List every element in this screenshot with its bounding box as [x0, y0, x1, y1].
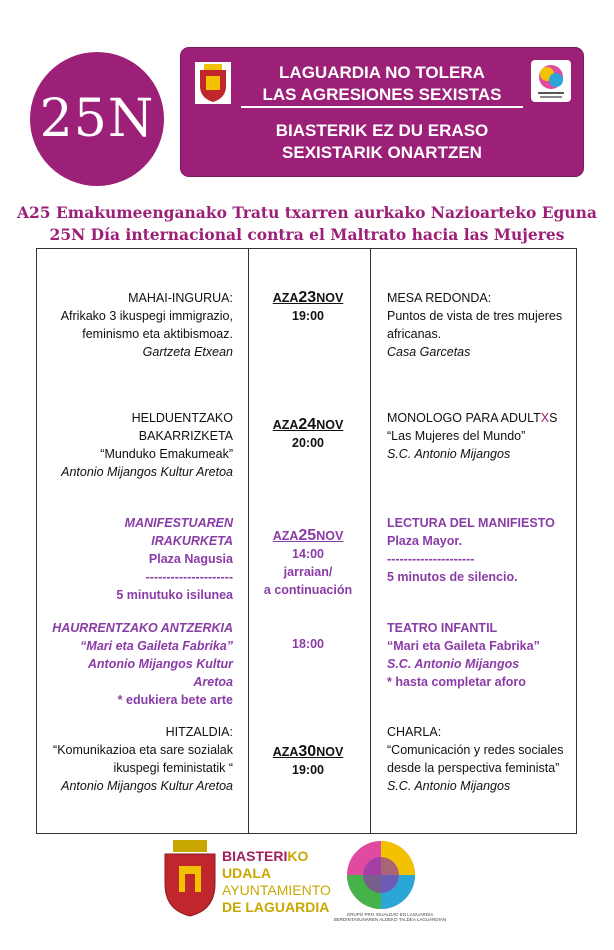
badge-text: 25N — [39, 89, 155, 149]
event-1-spanish: MESA REDONDA: Puntos de vista de tres mujeres africanas. Casa Garcetas — [387, 291, 563, 359]
event-4-spanish: TEATRO INFANTIL “Mari eta Gaileta Fabrika” S.C. Antonio Mijangos * hasta completar aforo — [387, 621, 540, 689]
banner-divider — [241, 106, 523, 108]
event-4-time: 18:00 — [292, 637, 324, 651]
event-5-spanish: CHARLA: “Comunicación y redes sociales desde la perspectiva feminista” S.C. Antonio Mijangos — [387, 725, 564, 793]
event-3-date: AZA25NOV 14:00 jarraian/ a continuación — [263, 527, 353, 597]
banner-line-1: LAGUARDIA NO TOLERA — [279, 63, 485, 82]
banner-line-4: SEXISTARIK ONARTZEN — [282, 143, 482, 162]
logo-caption: GRUPO PRO IGUALDAD EN LAGUARDIA BERDINTASUNAREN ALDEKO TALDEA LAGUARDIAN — [333, 912, 447, 922]
event-3-spanish: LECTURA DEL MANIFIESTO Plaza Mayor. --------------------- 5 minutos de silencio. — [387, 516, 555, 584]
event-3-basque: MANIFESTUAREN IRAKURKETA Plaza Nagusia --------------------- 5 minutuko isilunea — [116, 516, 233, 602]
laguardia-coat-of-arms-icon — [163, 840, 217, 918]
event-2-spanish: MONOLOGO PARA ADULTXS “Las Mujeres del Mundo” S.C. Antonio Mijangos — [387, 411, 558, 461]
heading-basque: A25 Emakumeenganako Tratu txarren aurkako Nazioarteko Eguna — [17, 203, 597, 222]
event-1-basque: MAHAI-INGURUA: Afrikako 3 ikuspegi immigrazio, feminismo eta aktibismoaz. Gartzeta Etxean — [60, 291, 233, 359]
event-2-date: AZA24NOV 20:00 — [272, 416, 344, 450]
banner-line-3: BIASTERIK EZ DU ERASO — [275, 121, 489, 140]
event-5-date: AZA30NOV 19:00 — [272, 743, 344, 777]
town-hall-name: BIASTERIKO UDALA AYUNTAMIENTO DE LAGUARDIA — [222, 848, 331, 915]
heading-spanish: 25N Día internacional contra el Maltrato hacia las Mujeres — [49, 225, 565, 244]
events-table — [36, 248, 577, 834]
equality-group-logo-icon — [531, 60, 571, 102]
event-5-basque: HITZALDIA: “Komunikazioa eta sare sozialak ikuspegi feministatik “ Antonio Mijangos Kultur Aretoa — [53, 725, 233, 793]
event-1-date: AZA23NOV 19:00 — [272, 289, 344, 323]
title-banner — [181, 48, 583, 176]
event-2-basque: HELDUENTZAKO BAKARRIZKETA “Munduko Emakumeak” Antonio Mijangos Kultur Aretoa — [61, 411, 233, 479]
banner-line-2: LAS AGRESIONES SEXISTAS — [262, 85, 502, 104]
25n-badge — [30, 52, 164, 186]
equality-group-logo-icon — [340, 836, 422, 914]
event-4-basque: HAURRENTZAKO ANTZERKIA “Mari eta Gaileta Fabrika” Antonio Mijangos Kultur Aretoa * edukiera bete arte — [52, 621, 233, 707]
